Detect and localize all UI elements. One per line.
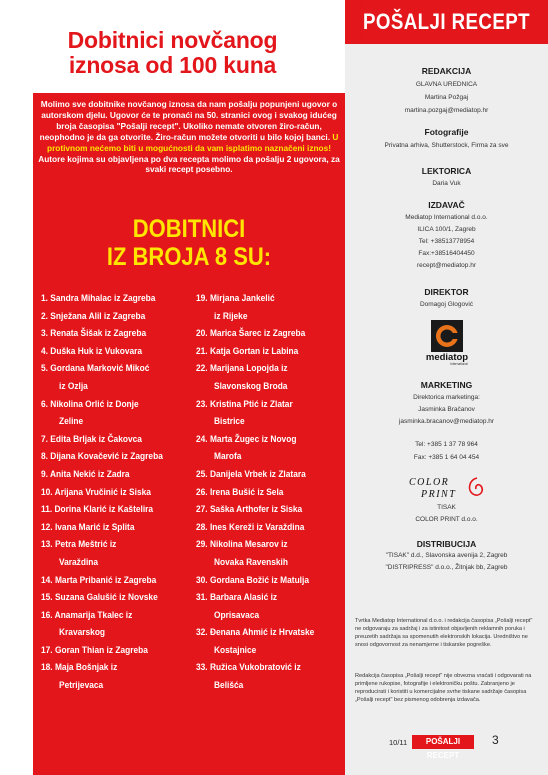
winner-list-item: 19. Mirjana Jankelić (196, 293, 275, 303)
colorprint-logo (405, 474, 489, 500)
winner-list-item: 2. Snježana Alil iz Zagreba (41, 310, 146, 321)
winner-list-item: 12. Ivana Marić iz Splita (41, 521, 135, 532)
winner-list-item: Kostajnice (214, 644, 257, 655)
winner-list-item: 18. Maja Bošnjak iz (41, 662, 118, 673)
winner-list-item: 25. Danijela Vrbek iz Zlatara (196, 468, 306, 479)
winner-list-item: Oprisavaca (214, 609, 260, 620)
masthead-sidebar (345, 0, 548, 775)
issue-number: 10/11 (389, 738, 408, 747)
winner-list-item: 16. Anamarija Tkalec iz (41, 609, 133, 620)
izdavac-email: recept@mediatop.hr (417, 262, 476, 269)
winner-list-item: 6. Nikolina Orlić iz Donje (41, 398, 139, 409)
direktor-heading: DIREKTOR (424, 287, 469, 297)
winner-list-item: 7. Edita Brljak iz Čakovca (41, 433, 142, 444)
marketing-fax: Fax: +385 1 64 04 454 (413, 454, 480, 461)
mediatop-logo (421, 320, 473, 366)
marketing-email: jasminka.bracanov@mediatop.hr (398, 418, 495, 425)
masthead-banner (345, 0, 548, 44)
winner-list-item: 3. Renata Šišak iz Zagreba (41, 328, 147, 339)
winner-list-item: 17. Goran Thian iz Zagreba (41, 644, 148, 655)
colorprint-logo-text-1: COLOR (409, 477, 450, 488)
winner-list-item: Varaždina (59, 556, 99, 567)
winner-list-item: 28. Ines Kereži iz Varaždina (196, 521, 305, 532)
distribucija-line: "TISAK" d.d., Slavonska avenija 2, Zagreb (385, 552, 508, 559)
disclaimer-paragraph: Tvrtka Mediatop International d.o.o. i redakcija časopisa „Pošalji recept" ne odgovaraju za sadržaj i za istinitost objavljenih reklamnih poruka i preuzetih sadržaja sa spomenutih elektronskih lokacija. Uredništvo ne snosi odgovornost za nenamjerne i tiskarske pogreške. (355, 618, 533, 649)
winners-panel (33, 93, 345, 775)
page-number: 3 (492, 733, 499, 747)
colorprint-logo-text-2: PRINT (421, 489, 457, 500)
winner-list-item: 26. Irena Bušić iz Sela (196, 486, 284, 497)
winner-list-item: 22. Marijana Lopojda iz (196, 363, 288, 374)
winner-list-item: 33. Ružica Vukobratović iz (196, 662, 301, 673)
intro-paragraph: Molimo sve dobitnike novčanog iznosa da nam pošalju popunjeni ugovor o autorskom djelu. Ugovor će te pronaći na 50. stranici ovog i svakog idućeg broja časopisa "Pošalji recept". Ukoliko nemate otvoren žiro-račun, neophodno je da ga otvorite. Žiro-račun možete otvoriti u bilo kojoj banci. (39, 99, 338, 142)
winner-list-item: Novaka Ravenskih (214, 556, 288, 567)
intro-paragraph-2: Autore kojima su objavljena po dva recepta molimo da pošalju 2 ugovora, za svaki recept posebno. (38, 153, 340, 175)
redakcija-email: martina.pozgaj@mediatop.hr (404, 107, 489, 114)
winners-list-right (196, 290, 341, 695)
banner-title: POŠALJI RECEPT (360, 0, 533, 44)
winner-list-item: Belišća (214, 680, 244, 691)
winner-list-item: 10. Arijana Vručinić iz Siska (41, 486, 151, 497)
marketing-heading: MARKETING (420, 380, 473, 390)
title-line-2: iznosa od 100 kuna (68, 52, 277, 78)
lektorica-line: Daria Vuk (432, 180, 461, 187)
winner-list-item: Kravarskog (59, 627, 106, 638)
winner-list-item: Zeline (59, 416, 84, 427)
winner-list-item: 9. Anita Nekić iz Zadra (41, 468, 130, 479)
redakcija-line: GLAVNA UREDNICA (415, 81, 478, 88)
winner-list-item: 23. Kristina Ptić iz Zlatar (196, 398, 293, 409)
redakcija-line: Martina Požgaj (424, 94, 469, 101)
winner-list-item: 1. Sandra Mihalac iz Zagreba (41, 293, 156, 303)
direktor-line: Domagoj Glogović (419, 301, 474, 308)
foto-line: Privatna arhiva, Shutterstock, Firma za sve (384, 142, 509, 149)
izdavac-line: Tel: +38513778954 (418, 238, 475, 245)
page-title (0, 28, 345, 78)
intro-highlight: U protivnom nećemo biti u mogućnosti da vam isplatimo naznačeni iznos! (47, 131, 339, 153)
winner-list-item: Slavonskog Broda (214, 380, 288, 391)
winner-list-item: 31. Barbara Alasić iz (196, 592, 278, 603)
winner-list-item: 30. Gordana Božić iz Matulja (196, 574, 309, 585)
foto-heading: Fotografije (424, 127, 469, 137)
copyright-paragraph: Redakcija časopisa „Pošalji recept" nije obvezna vraćati i odgovarati na primljene rukopise, fotografije i elektroničku poštu. Zabranjeno je reproducirati i koristiti u komercijalne svrhe tiskane sadržaje časopisa „Pošalji recept" bez pismenog odobrenja izdavača. (355, 673, 532, 704)
redakcija-heading: REDAKCIJA (421, 66, 472, 76)
winner-list-item: 29. Nikolina Mesarov iz (196, 539, 288, 550)
winners-list-left (41, 290, 191, 695)
winner-list-item: 27. Saška Arthofer iz Siska (196, 504, 303, 515)
winner-list-item: iz Rijeke (214, 310, 248, 321)
winner-list-item: 15. Suzana Galušić iz Novske (41, 592, 158, 603)
izdavac-line: ILICA 100/1, Zagreb (417, 226, 476, 233)
winner-list-item: Petrijevaca (59, 680, 104, 691)
winner-list-item: 8. Dijana Kovačević iz Zagreba (41, 451, 163, 462)
winner-list-item: 13. Petra Meštrić iz (41, 539, 117, 550)
tisak-company: COLOR PRINT d.o.o. (415, 516, 478, 523)
winner-list-item: iz Ozlja (59, 380, 88, 391)
title-line-1: Dobitnici novčanog (67, 27, 278, 53)
marketing-line: Direktorica marketinga: (413, 394, 480, 401)
izdavac-line: Mediatop International d.o.o. (405, 214, 488, 221)
winner-list-item: 4. Duška Huk iz Vukovara (41, 345, 143, 356)
winner-list-item: 20. Marica Šarec iz Zagreba (196, 328, 306, 339)
distribucija-heading: DISTRIBUCIJA (416, 539, 477, 549)
winner-list-item: 14. Marta Pribanić iz Zagreba (41, 574, 157, 585)
izdavac-heading: IZDAVAČ (428, 200, 465, 210)
winner-list-item: 32. Đenana Ahmić iz Hrvatske (196, 627, 315, 638)
footer-badge: POŠALJI RECEPT (412, 735, 474, 749)
intro-text (37, 99, 341, 175)
izdavac-line: Fax:+38516404450 (418, 250, 475, 257)
distribucija-line: "DISTRIPRESS" d.o.o., Žitnjak bb, Zagreb (385, 564, 508, 571)
mediatop-logo-subtext: International (450, 362, 468, 366)
winner-list-item: 11. Dorina Klarić iz Kaštelira (41, 504, 154, 515)
winner-list-item: Marofa (214, 451, 242, 462)
tisak-label: TISAK (437, 504, 456, 511)
winner-list-item: Bistrice (214, 416, 245, 427)
marketing-line: Jasminka Bračanov (418, 406, 475, 413)
mediatop-logo-text: mediatop (425, 352, 469, 363)
winners-heading-line-1: DOBITNICI (132, 215, 246, 243)
winner-list-item: 5. Gordana Marković Mikoć (41, 363, 150, 374)
lektorica-heading: LEKTORICA (421, 166, 472, 176)
winner-list-item: 24. Marta Žugec iz Novog (196, 433, 297, 444)
winner-list-item: 21. Katja Gortan iz Labina (196, 345, 299, 356)
winners-heading (52, 215, 327, 271)
marketing-tel: Tel: +385 1 37 78 964 (415, 441, 478, 448)
winners-heading-line-2: IZ BROJA 8 SU: (106, 243, 272, 271)
